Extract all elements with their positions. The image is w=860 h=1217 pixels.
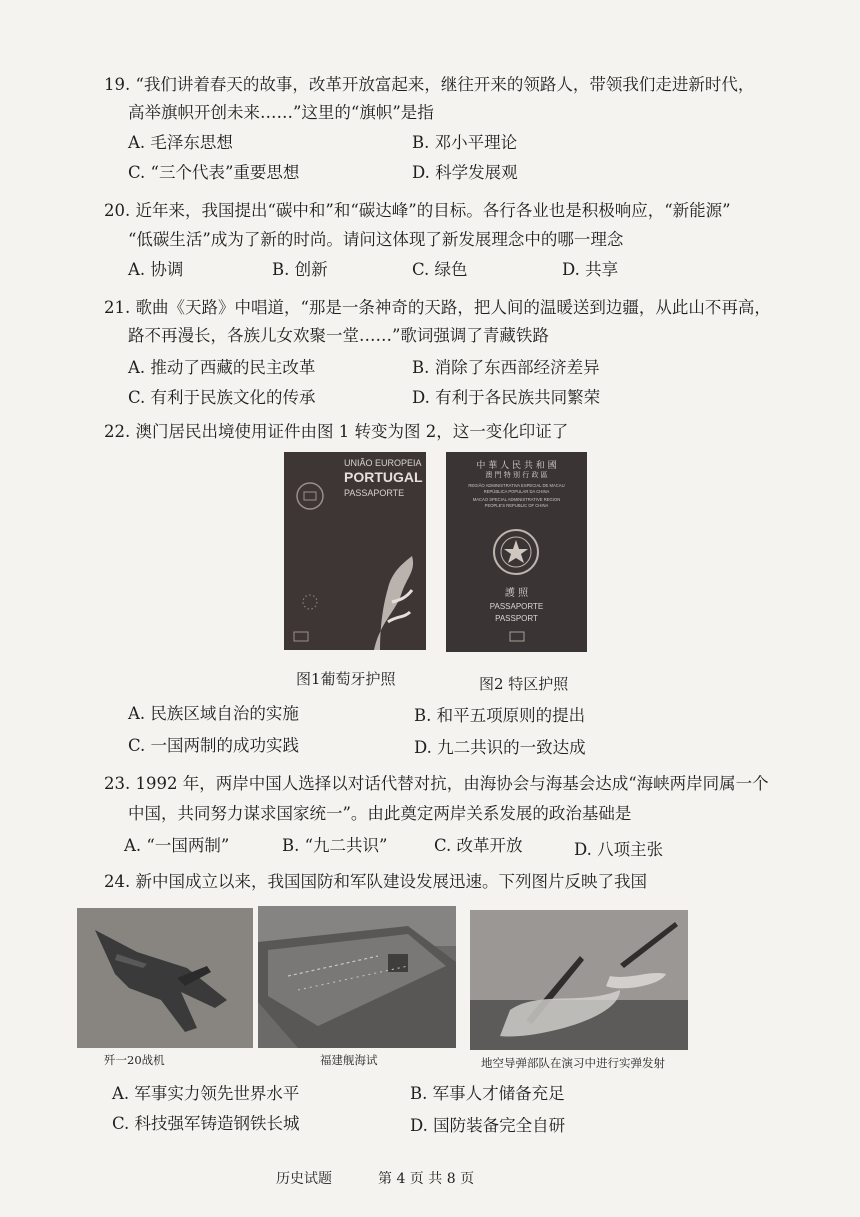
portugal-passport-line2: PORTUGAL <box>344 469 423 485</box>
q20-option-a: A. 协调 <box>128 260 184 279</box>
q20-option-b: B. 创新 <box>272 260 328 279</box>
aircraft-carrier-icon <box>258 926 456 1048</box>
q21-option-b: B. 消除了东西部经济差异 <box>412 358 600 377</box>
macao-passport-line5: MACAO SPECIAL ADMINISTRATIVE REGION <box>472 497 561 502</box>
carrier-caption: 福建舰海试 <box>320 1053 378 1067</box>
j20-fighter-photo <box>77 908 253 1048</box>
q22-option-c: C. 一国两制的成功实践 <box>128 736 300 755</box>
footer-subject: 历史试题 <box>276 1171 332 1187</box>
q19-option-b: B. 邓小平理论 <box>412 133 518 152</box>
macao-passport-line9: PASSPORT <box>495 614 538 623</box>
j20-caption: 歼一20战机 <box>104 1053 165 1067</box>
q24-option-c: C. 科技强军铸造钢铁长城 <box>112 1114 300 1133</box>
portugal-passport-image <box>284 452 426 650</box>
macao-passport-line7: 護 照 <box>504 588 529 599</box>
q19-option-c: C. “三个代表”重要思想 <box>128 163 300 182</box>
q24-option-b: B. 军事人才储备充足 <box>410 1084 565 1103</box>
q21-stem-line2: 路不再漫长，各族儿女欢聚一堂……”歌词强调了青藏铁路 <box>128 326 549 345</box>
q24-stem: 24. 新中国成立以来，我国国防和军队建设发展迅速。下列图片反映了我国 <box>104 872 647 891</box>
q19-stem-line2: 高举旗帜开创未来……”这里的“旗帜”是指 <box>128 103 434 122</box>
q23-option-d: D. 八项主张 <box>574 840 664 859</box>
macao-passport-line1: 中 華 人 民 共 和 國 <box>476 461 557 471</box>
q22-option-b: B. 和平五项原则的提出 <box>414 706 586 725</box>
q21-option-d: D. 有利于各民族共同繁荣 <box>412 388 601 407</box>
q24-option-d: D. 国防装备完全自研 <box>410 1116 566 1135</box>
fujian-carrier-photo <box>258 906 456 1048</box>
q22-option-a: A. 民族区域自治的实施 <box>128 704 299 723</box>
q23-option-a: A. “一国两制” <box>124 836 230 855</box>
q22-option-d: D. 九二共识的一致达成 <box>414 738 586 757</box>
q23-stem-line2: 中国，共同努力谋求国家统一”。由此奠定两岸关系发展的政治基础是 <box>128 804 632 823</box>
macao-passport-image <box>446 452 587 652</box>
q19-option-d: D. 科学发展观 <box>412 163 518 182</box>
q20-stem-line1: 20. 近年来，我国提出“碳中和”和“碳达峰”的目标。各行各业也是积极响应，“新能源” <box>104 201 731 220</box>
macao-passport-line6: PEOPLE'S REPUBLIC OF CHINA <box>484 503 549 508</box>
q20-option-c: C. 绿色 <box>412 260 468 279</box>
q21-stem-line1: 21. 歌曲《天路》中唱道，“那是一条神奇的天路，把人间的温暖送到边疆，从此山不再高， <box>104 298 771 317</box>
q20-stem-line2: “低碳生活”成为了新的时尚。请问这体现了新发展理念中的哪一理念 <box>128 230 624 249</box>
q24-option-a: A. 军事实力领先世界水平 <box>112 1084 300 1103</box>
q22-stem: 22. 澳门居民出境使用证件由图 1 转变为图 2，这一变化印证了 <box>104 422 569 441</box>
macao-passport-line8: PASSAPORTE <box>489 602 544 611</box>
macao-passport-line4: REPÚBLICA POPULAR DA CHINA <box>483 489 550 494</box>
q19-stem-line1: 19. “我们讲着春天的故事，改革开放富起来，继往开来的领路人，带领我们走进新时代， <box>104 75 755 94</box>
figure1-caption: 图1葡萄牙护照 <box>296 670 396 688</box>
q21-option-a: A. 推动了西藏的民主改革 <box>128 358 316 377</box>
figure2-caption: 图2 特区护照 <box>479 675 569 693</box>
q20-option-d: D. 共享 <box>562 260 619 279</box>
q23-option-b: B. “九二共识” <box>282 836 388 855</box>
q21-option-c: C. 有利于民族文化的传承 <box>128 388 316 407</box>
portugal-passport-line3: PASSAPORTE <box>344 488 405 498</box>
q23-stem-line1: 23. 1992 年，两岸中国人选择以对话代替对抗，由海协会与海基会达成“海峡两岸同属一个 <box>104 774 769 793</box>
missile-caption: 地空导弹部队在演习中进行实弹发射 <box>481 1056 665 1070</box>
national-emblem-icon <box>494 530 538 574</box>
missile-launch-photo <box>470 910 688 1050</box>
macao-passport-line3: REGIÃO ADMINISTRATIVA ESPECIAL DE MACAU <box>468 483 565 488</box>
portugal-passport-line1: UNIÃO EUROPEIA <box>344 458 422 468</box>
q19-option-a: A. 毛泽东思想 <box>128 133 233 152</box>
q23-option-c: C. 改革开放 <box>434 836 523 855</box>
macao-passport-line2: 澳 門 特 別 行 政 區 <box>485 471 548 479</box>
footer-page-number: 第 4 页 共 8 页 <box>378 1171 475 1187</box>
